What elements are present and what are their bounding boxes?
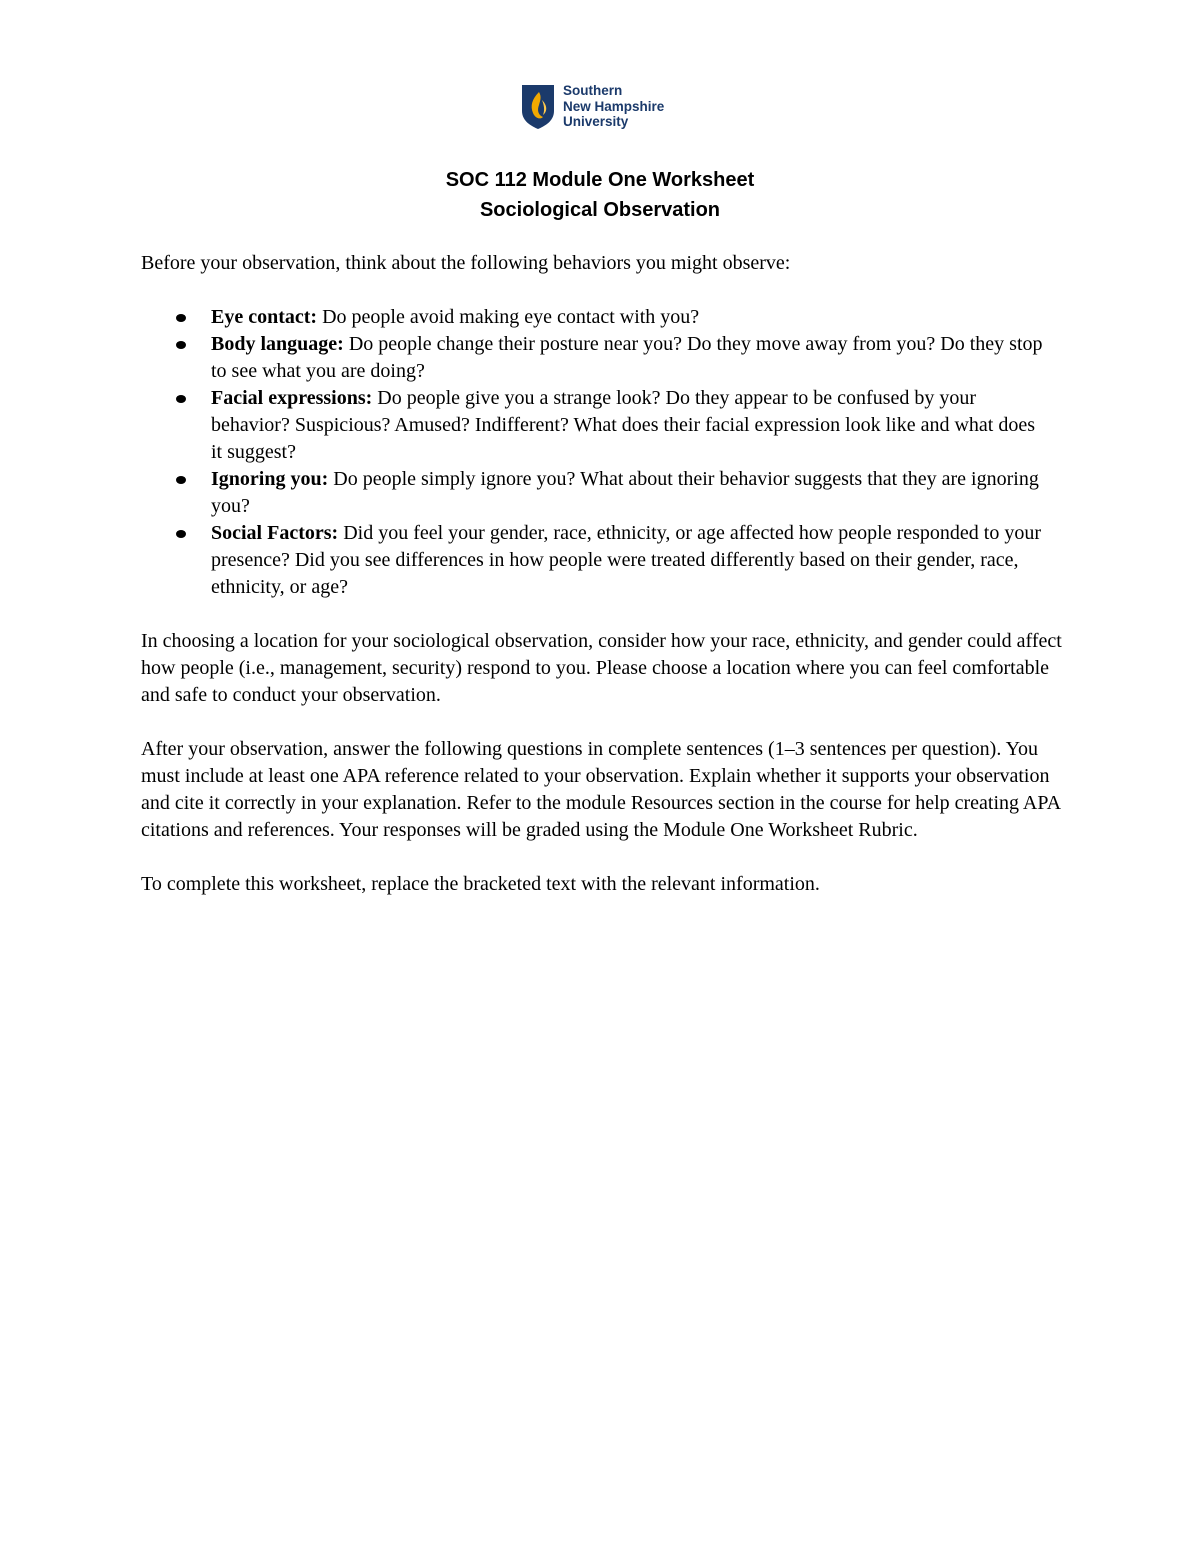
list-item [141,304,1071,331]
logo-wordmark [563,83,664,130]
bullet-text: Did you feel your gender, race, ethnicity, or age affected how people responded to your presence? Did you see differences in how people were treated differently based on their gender, race, ethnicity, or age? [211,522,1042,598]
bullet-icon [176,530,186,538]
document-body [141,250,1071,925]
bullet-text: Do people give you a strange look? Do they appear to be confused by your behavior? Suspicious? Amused? Indifferent? What does their facial expression look like and what does it suggest? [211,387,1036,463]
logo-line-2: New Hampshire [563,98,665,114]
flame-shield-icon [521,84,555,130]
snhu-logo [521,84,664,130]
bullet-term: Eye contact: [211,306,318,328]
list-item [141,466,1071,520]
bullet-icon [176,395,186,403]
page-title: SOC 112 Module One Worksheet [445,169,755,191]
logo-line-1: Southern [563,83,623,98]
title-block [0,165,1200,225]
list-item [141,520,1071,601]
bullet-text: Do people simply ignore you? What about their behavior suggests that they are ignoring you? [211,468,1039,517]
completion-paragraph: To complete this worksheet, replace the bracketed text with the relevant information. [141,873,820,895]
bullet-term: Body language: [211,333,344,355]
bullet-icon [176,341,186,349]
instructions-paragraph: After your observation, answer the following questions in complete sentences (1–3 sentences per question). You must include at least one APA reference related to your observation. Explain whether it supports your observation and cite it correctly in your explanation. Refer to the module Resources section in the course for help creating APA citations and references. Your responses will be graded using the Module One Worksheet Rubric. [141,738,1060,841]
list-item [141,331,1071,385]
bullet-term: Facial expressions: [211,387,373,409]
intro-paragraph: Before your observation, think about the following behaviors you might observe: [141,252,791,274]
location-paragraph: In choosing a location for your sociological observation, consider how your race, ethnicity, and gender could affect how people (i.e., management, security) respond to you. Please choose a location where you can feel comfortable and safe to conduct your observation. [141,630,1062,706]
bullet-text: Do people change their posture near you? Do they move away from you? Do they stop to see what you are doing? [211,333,1043,382]
bullet-term: Social Factors: [211,522,339,544]
bullet-icon [176,476,186,484]
bullet-text: Do people avoid making eye contact with you? [317,306,700,328]
list-item [141,385,1071,466]
behavior-list [141,304,1071,601]
bullet-term: Ignoring you: [211,468,329,490]
page-subtitle: Sociological Observation [479,199,721,221]
logo-line-3: University [563,114,629,129]
bullet-icon [176,314,186,322]
